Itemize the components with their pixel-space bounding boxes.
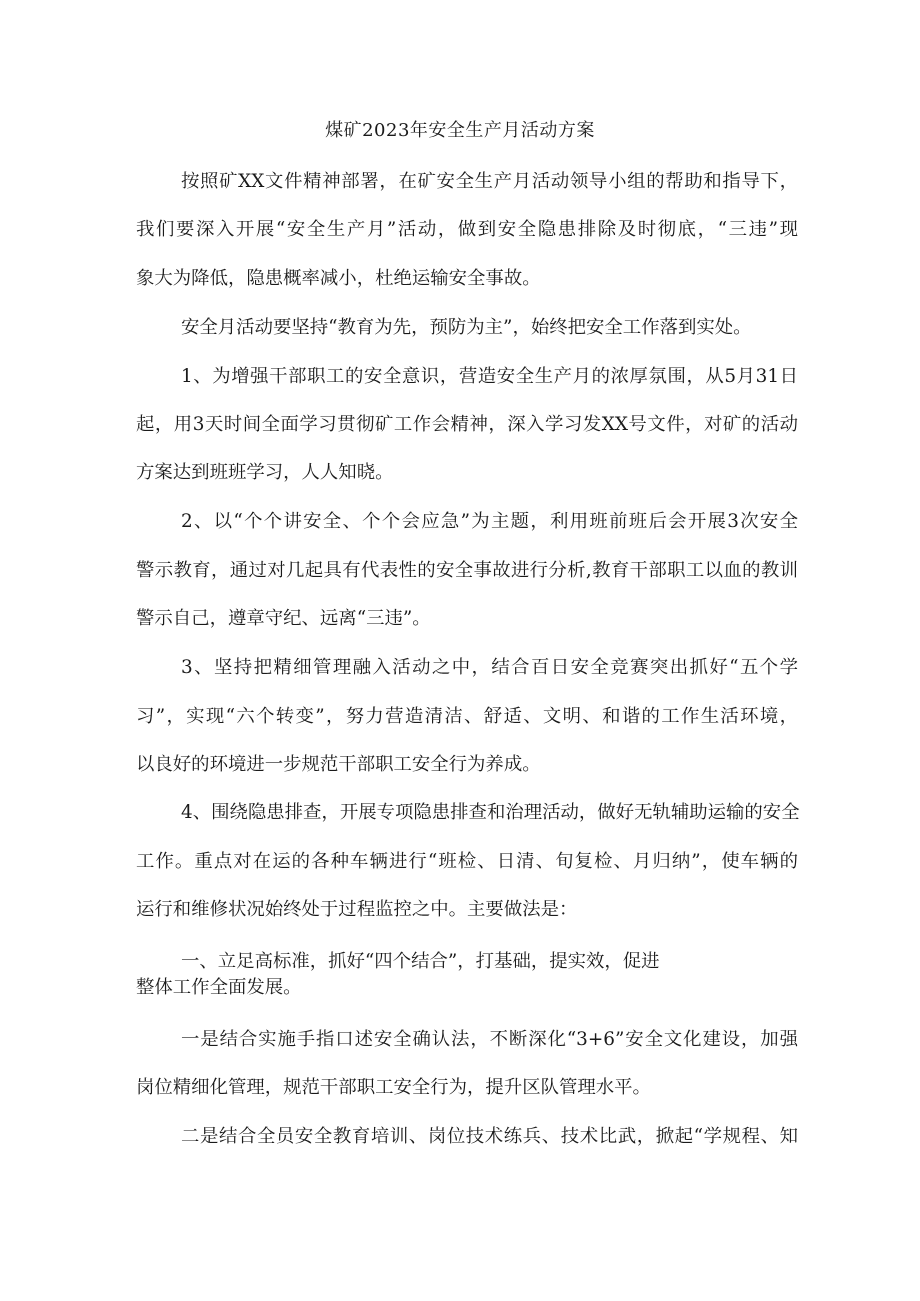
paragraph-line: 一是结合实施手指口述安全确认法，不断深化“3+6”安全文化建设，加强	[181, 1029, 798, 1050]
paragraph-line: 4、围绕隐患排查，开展专项隐患排查和治理活动，做好无轨辅助运输的安全	[181, 802, 800, 823]
paragraph-line: 起，用3天时间全面学习贯彻矿工作会精神，深入学习发XX号文件，对矿的活动	[136, 414, 798, 435]
paragraph-line: 警示自己，遵章守纪、远离“三违”。	[136, 608, 431, 629]
paragraph-line: 按照矿XX文件精神部署，在矿安全生产月活动领导小组的帮助和指导下，	[181, 171, 798, 192]
paragraph-line: 运行和维修状况始终处于过程监控之中。主要做法是：	[136, 899, 578, 920]
paragraph-line: 以良好的环境进一步规范干部职工安全行为养成。	[136, 754, 541, 775]
paragraph-line: 方案达到班班学习，人人知晓。	[136, 462, 394, 483]
paragraph-line: 二是结合全员安全教育培训、岗位技术练兵、技术比武，掀起“学规程、知	[181, 1126, 798, 1147]
paragraph-line: 3、坚持把精细管理融入活动之中，结合百日安全竞赛突出抓好“五个学	[181, 657, 798, 678]
paragraph-line: 象大为降低，隐患概率减小，杜绝运输安全事故。	[136, 268, 541, 289]
paragraph-line: 习”，实现“六个转变”，努力营造清洁、舒适、文明、和谐的工作生活环境，	[136, 706, 798, 727]
paragraph-line: 警示教育，通过对几起具有代表性的安全事故进行分析,教育干部职工以血的教训	[136, 560, 798, 581]
paragraph-line: 我们要深入开展“安全生产月”活动，做到安全隐患排除及时彻底，“三违”现	[136, 219, 798, 240]
paragraph-line: 1、为增强干部职工的安全意识，营造安全生产月的浓厚氛围，从5月31日	[181, 366, 798, 387]
paragraph-line: 工作。重点对在运的各种车辆进行“班检、日清、旬复检、月归纳”，使车辆的	[136, 851, 798, 872]
paragraph-line: 安全月活动要坚持“教育为先，预防为主”，始终把安全工作落到实处。	[181, 317, 752, 338]
paragraph-line: 2、以“个个讲安全、个个会应急”为主题，利用班前班后会开展3次安全	[181, 511, 798, 532]
section-heading-line: 整体工作全面发展。	[136, 977, 302, 998]
section-heading-line: 一、立足高标准，抓好“四个结合”，打基础，提实效，促进	[181, 951, 660, 972]
paragraph-line: 岗位精细化管理，规范干部职工安全行为，提升区队管理水平。	[136, 1077, 651, 1098]
document-title: 煤矿2023年安全生产月活动方案	[325, 120, 595, 141]
